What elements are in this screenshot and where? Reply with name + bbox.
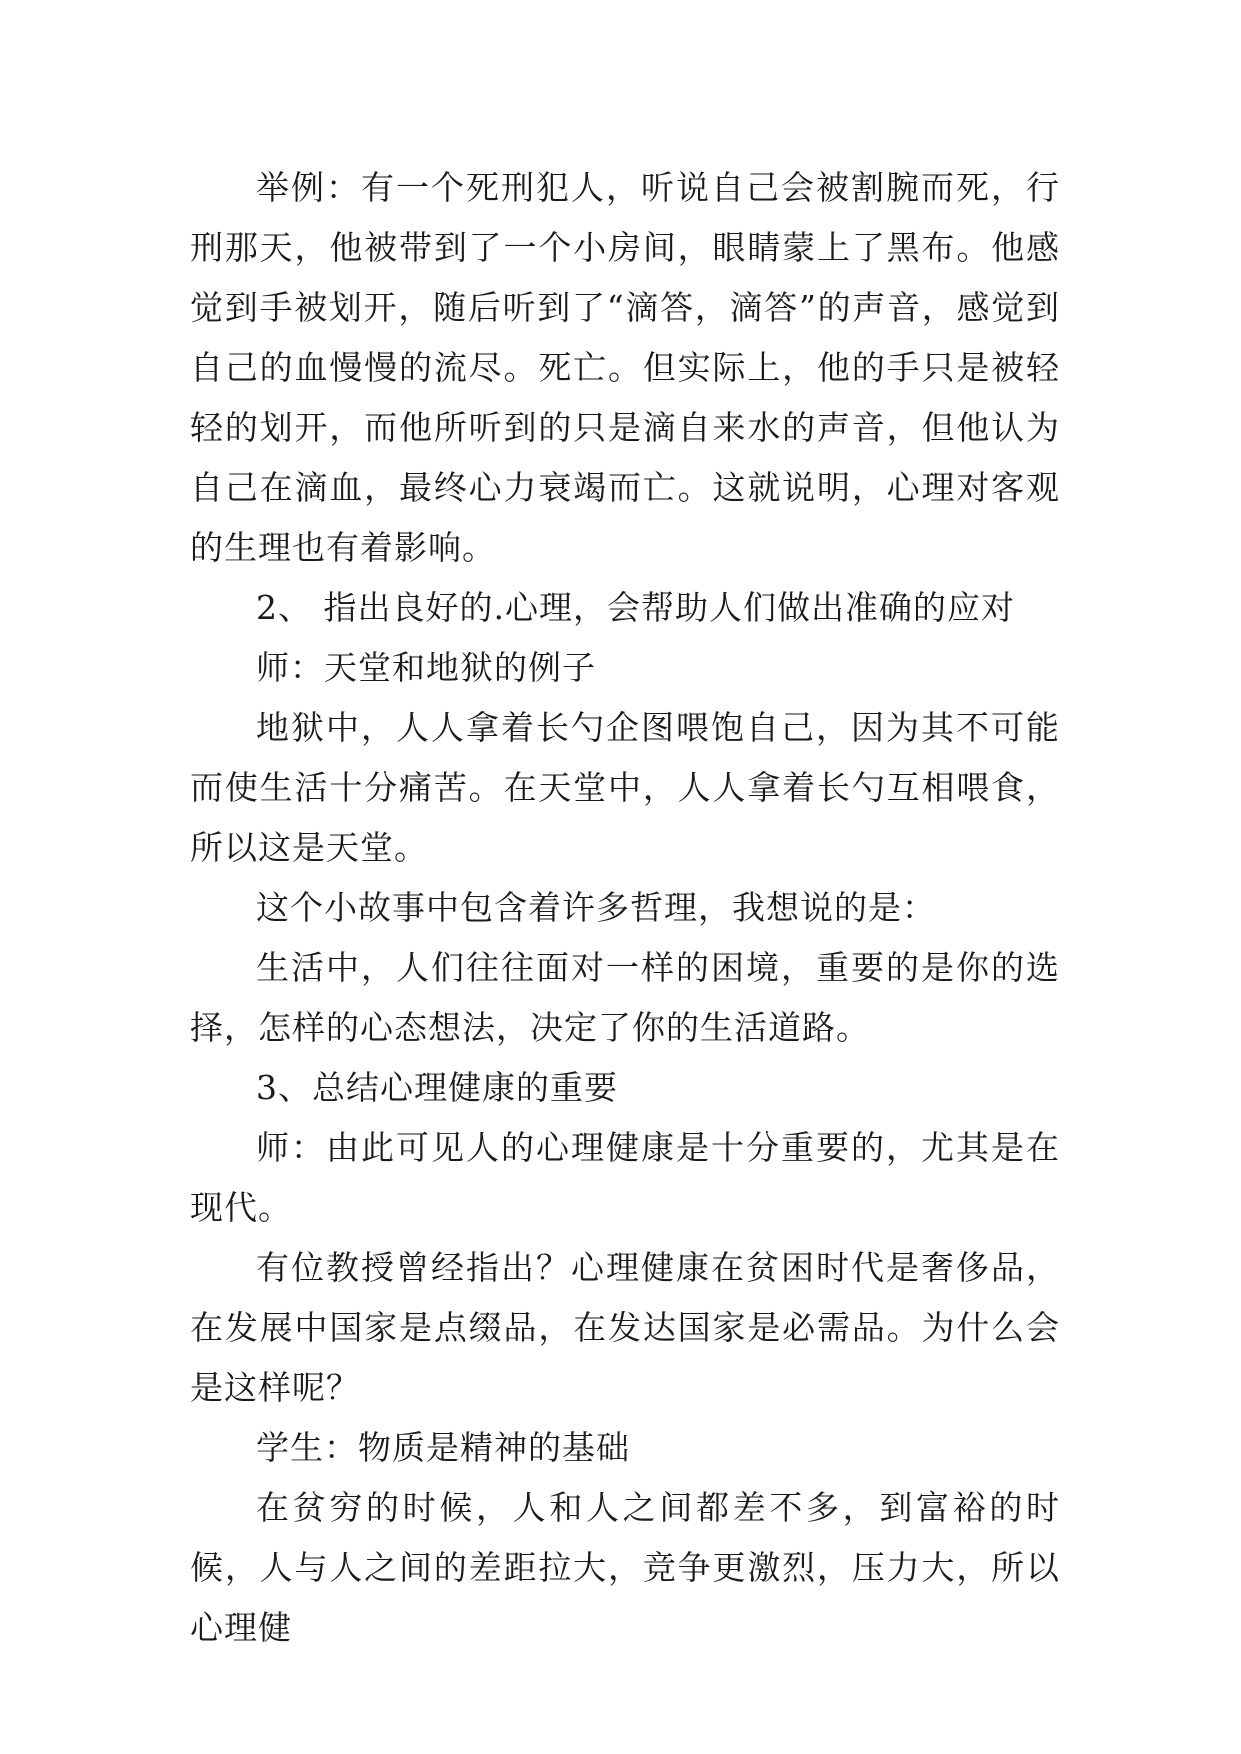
paragraph-student-answer: 学生：物质是精神的基础: [256, 1428, 630, 1467]
paragraph-example-death-row: 举例：有一个死刑犯人，听说自己会被割腕而死，行刑那天，他被带到了一个小房间，眼睛蒙上了黑布。他感觉到手被划开，随后听到了“滴答，滴答”的声音，感觉到自己的血慢慢的流尽。死亡。但实际上，他的手只是被轻轻的划开，而他所听到的只是滴自来水的声音，但他认为自己在滴血，最终心力衰竭而亡。这就说明，心理对客观的生理也有着影响。: [190, 168, 1060, 567]
document-body: [190, 158, 1060, 1658]
paragraph-life-choice: 生活中，人们往往面对一样的困境，重要的是你的选择，怎样的心态想法，决定了你的生活道路。: [190, 948, 1060, 1047]
paragraph-point-2-heading: 2、 指出良好的.心理，会帮助人们做出准确的应对: [256, 588, 1015, 627]
paragraph-story-lesson-intro: 这个小故事中包含着许多哲理，我想说的是：: [256, 888, 936, 927]
paragraph-hell-heaven-story: 地狱中，人人拿着长勺企图喂饱自己，因为其不可能而使生活十分痛苦。在天堂中，人人拿着长勺互相喂食，所以这是天堂。: [190, 708, 1060, 867]
paragraph-teacher-importance: 师：由此可见人的心理健康是十分重要的，尤其是在现代。: [190, 1128, 1060, 1227]
paragraph-teacher-heaven-hell: 师：天堂和地狱的例子: [256, 648, 596, 687]
paragraph-professor-quote: 有位教授曾经指出？心理健康在贫困时代是奢侈品，在发展中国家是点缀品，在发达国家是必需品。为什么会是这样呢？: [190, 1248, 1060, 1407]
paragraph-poverty-wealth: 在贫穷的时候，人和人之间都差不多，到富裕的时候，人与人之间的差距拉大，竞争更激烈，压力大，所以心理健: [190, 1488, 1060, 1647]
paragraph-point-3-heading: 3、总结心理健康的重要: [256, 1068, 618, 1107]
